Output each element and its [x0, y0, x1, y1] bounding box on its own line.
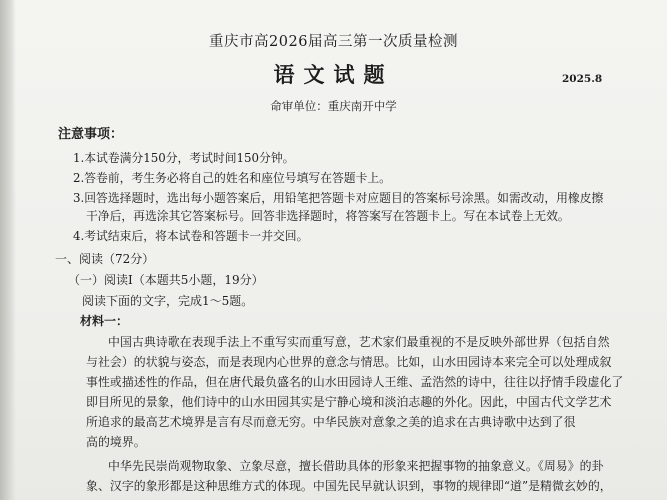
passage-line: 事性或描述性的作品，但在唐代最负盛名的山水田园诗人王维、孟浩然的诗中，往往以抒情手段虚化了 — [86, 375, 624, 389]
passage-line: 与社会）的状貌与姿态，而是表现内心世界的意念与情思。比如，山水田园诗本来完全可以处理成叙 — [86, 355, 612, 369]
passage-line: 即目所见的景象，他们诗中的山水田园其实是宁静心境和淡泊志趣的外化。因此，中国古代文学艺术 — [86, 395, 612, 409]
passage-line: 高的境界。 — [86, 435, 146, 449]
passage-line: 所追求的最高艺术境界是言有尽而意无穷。中华民族对意象之美的追求在古典诗歌中达到了很 — [86, 415, 576, 429]
exam-issuer: 命审单位：重庆南开中学 — [270, 99, 397, 113]
notice-item: 4.考试结束后，将本试卷和答题卡一并交回。 — [73, 229, 309, 243]
section-heading: 一、阅读（72分） — [55, 252, 155, 266]
passage-line: 象、汉字的象形都是这种思维方式的体现。中国先民早就认识到，事物的规律即“道”是精微玄妙的， — [86, 479, 612, 493]
exam-subject: 语文试题 — [273, 62, 394, 87]
exam-title: 重庆市高2026届高三第一次质量检测 — [209, 34, 458, 50]
passage-line: 中华先民崇尚观物取象、立象尽意，擅长借助具体的形象来把握事物的抽象意义。《周易》的卦 — [108, 459, 604, 473]
notice-item: 3.回答选择题时，选出每小题答案后，用铅笔把答题卡对应题目的答案标号涂黑。如需改动，用橡皮擦 — [73, 191, 604, 205]
material-label: 材料一： — [80, 314, 129, 328]
passage-line: 中国古典诗歌在表现手法上不重写实而重写意，艺术家们最重视的不是反映外部世界（包括自然 — [108, 335, 610, 349]
reading-instruction: 阅读下面的文字，完成1～5题。 — [82, 294, 254, 308]
notice-item: 2.答卷前，考生务必将自己的姓名和座位号填写在答题卡上。 — [73, 171, 391, 185]
notice-heading: 注意事项： — [58, 127, 124, 142]
reading-heading: （一）阅读Ⅰ（本题共5小题，19分） — [68, 273, 264, 287]
notice-item-continuation: 干净后，再选涂其它答案标号。回答非选择题时，将答案写在答题卡上。写在本试卷上无效。 — [86, 209, 570, 223]
notice-item: 1.本试卷满分150分，考试时间150分钟。 — [73, 151, 295, 165]
exam-date: 2025.8 — [562, 73, 603, 85]
